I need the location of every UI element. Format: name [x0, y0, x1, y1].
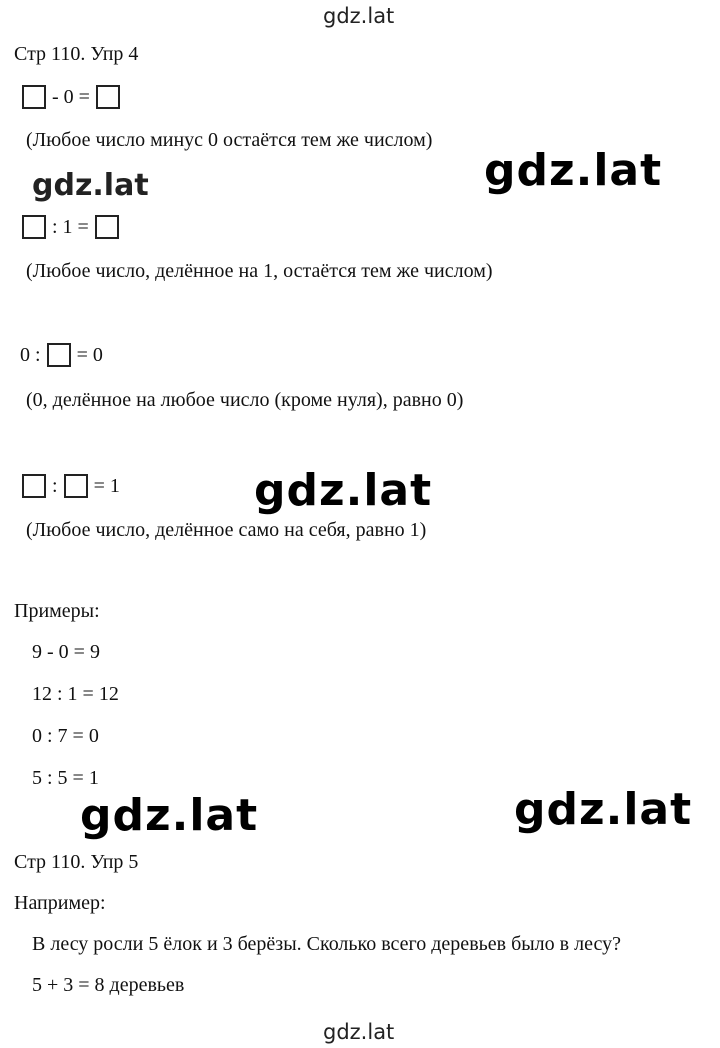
equation-operator: :: [52, 475, 58, 497]
empty-box: [64, 474, 88, 498]
exercise-4-heading: Стр 110. Упр 4: [14, 43, 139, 65]
watermark-center: gdz.lat: [254, 465, 433, 516]
solution-text: 5 + 3 = 8 деревьев: [32, 974, 185, 996]
empty-box: [22, 85, 46, 109]
note-2: (Любое число, делённое на 1, остаётся тем же числом): [26, 260, 493, 282]
equation-left: 0 :: [20, 344, 41, 366]
equation-1: [22, 84, 120, 110]
note-4: (Любое число, делённое само на себя, равно 1): [26, 519, 427, 541]
exercise-5-heading: Стр 110. Упр 5: [14, 851, 139, 873]
empty-box: [96, 85, 120, 109]
equation-operator: - 0 =: [52, 86, 90, 108]
equation-3: [20, 342, 103, 368]
equation-4: [22, 473, 120, 499]
watermark-right-lower: gdz.lat: [514, 784, 693, 835]
equation-right: = 0: [76, 344, 103, 366]
empty-box: [47, 343, 71, 367]
problem-text: В лесу росли 5 ёлок и 3 берёзы. Сколько всего деревьев было в лесу?: [32, 933, 621, 955]
example-label: Например:: [14, 892, 106, 914]
watermark-right: gdz.lat: [484, 145, 663, 196]
example-item: 9 - 0 = 9: [32, 641, 100, 663]
example-item: 5 : 5 = 1: [32, 767, 99, 789]
empty-box: [22, 474, 46, 498]
watermark-left: gdz.lat: [32, 168, 149, 203]
empty-box: [22, 215, 46, 239]
example-item: 12 : 1 = 12: [32, 683, 119, 705]
example-item: 0 : 7 = 0: [32, 725, 99, 747]
empty-box: [95, 215, 119, 239]
watermark-bottom: gdz.lat: [323, 1020, 395, 1044]
examples-label: Примеры:: [14, 600, 100, 622]
watermark-left-lower: gdz.lat: [80, 790, 259, 841]
watermark-top: gdz.lat: [323, 4, 395, 28]
equation-2: [22, 214, 119, 240]
equation-operator: : 1 =: [52, 216, 89, 238]
note-3: (0, делённое на любое число (кроме нуля), равно 0): [26, 389, 464, 411]
equation-right: = 1: [93, 475, 120, 497]
note-1: (Любое число минус 0 остаётся тем же числом): [26, 129, 433, 151]
